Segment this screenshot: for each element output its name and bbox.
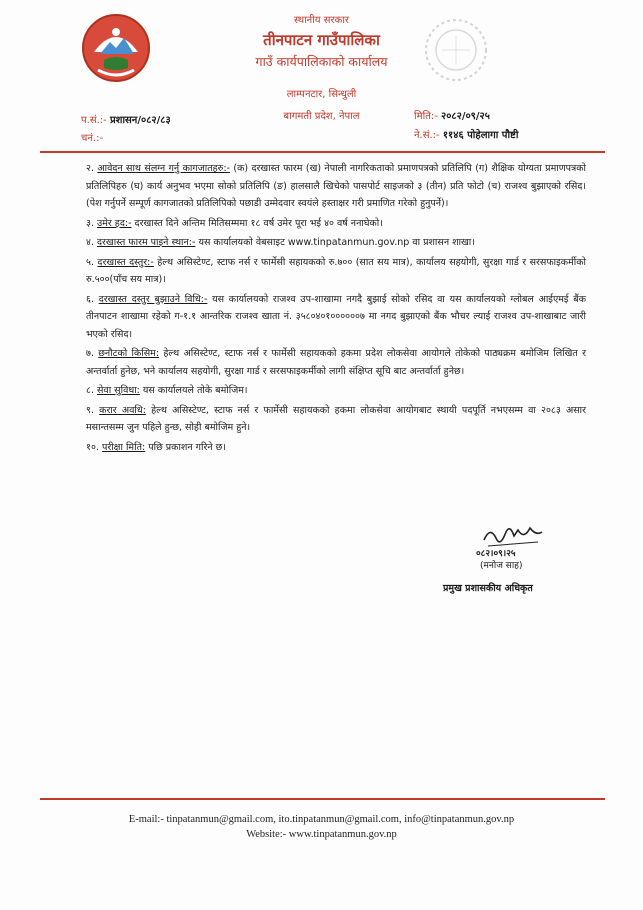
item-text: हेल्थ असिस्टेण्ट, स्टाफ नर्स र फार्मेसी सहायकको हकमा प्रदेश लोकसेवा आयोगले तोकेको पाठ्यक्रम बमोजिम लिखित र अन्तर्वार्ता हुनेछ, भने कार्यालय सहयोगी, सुरक्षा गार्ड र सरसफाइकर्मीको लागी संक्षिप्त सूचि बाट अन्तर्वार्ता हुनेछ। [86, 348, 587, 377]
item-text: यस कार्यालयको वेबसाइट www.tinpatanmun.gov.np वा प्रशासन शाखा। [195, 237, 475, 248]
item-text: पछि प्रकाशन गरिने छ। [145, 441, 226, 453]
municipality-name: तीनपाटन गाउँपालिका [263, 31, 380, 49]
item-label: छनौटको किसिम: [98, 348, 160, 359]
signatory-name: (मनोज साह) [480, 561, 523, 571]
item-label: आवेदन साथ संलग्न गर्नु कागजातहरु:- [97, 163, 230, 174]
list-item: २. आवेदन साथ संलग्न गर्नु कागजातहरु:- (क) दरखास्त फारम (ख) नेपाली नागरिकताको प्रमाणपत्रको प्रतिलिपि (ग) शैक्षिक योग्यता प्रमाणपत्रको प्रतिलिपिहरु (घ) कार्य अनुभव भएमा सोको प्रतिलिपि (ङ) हालसालै खिचेको पासपोर्ट साइजको ३ (तीन) प्रति फोटो (च) राजश्व बुझाएको रसिद। (पेश गर्नुपर्ने सम्पूर्ण कागजातको प्रतिलिपिको पछाडी उम्मेदवार स्वयंले हस्ताक्षर गरी प्रमाणित गरेको हुनुपर्ने)। [86, 163, 586, 209]
nepal-sambat-field [414, 127, 518, 141]
ref-value: प्रशासन/०८२/८३ [109, 115, 171, 126]
item-label: दरखास्त दस्तुर:- [97, 256, 154, 268]
date-label: मिति:- [414, 111, 438, 122]
dispatch-number [81, 130, 103, 144]
item-text: (क) दरखास्त फारम (ख) नेपाली नागरिकताको प्रमाणपत्रको प्रतिलिपि (ग) शैक्षिक योग्यता प्रमाणपत्रको प्रतिलिपिहरु (घ) कार्य अनुभव भएमा सोको प्रतिलिपि (ङ) हालसालै खिचेको पासपोर्ट साइजको ३ (तीन) प्रति फोटो (च) राजश्व बुझाएको रसिद। (पेश गर्नुपर्ने सम्पूर्ण कागजातको प्रतिलिपिको पछाडी उम्मेदवार स्वयंले हस्ताक्षर गरी प्रमाणित गरेको हुनुपर्ने)। [86, 163, 586, 209]
ref-label: प.सं.:- [81, 115, 107, 126]
item-label: उमेर हद:- [97, 217, 132, 229]
list-item: ४. दरखास्त फारम पाइने स्थान:- यस कार्यालयको वेबसाइट www.tinpatanmun.gov.np वा प्रशासन शाखा। [86, 237, 475, 248]
list-item: ५. दरखास्त दस्तुर:- हेल्थ असिस्टेण्ट, स्टाफ नर्स र फार्मेसी सहायकको रु.७०० (सात सय मात्र), कार्यालय सहयोगी, सुरक्षा गार्ड र सरसफाइकर्मीको रु.५००(पाँच सय मात्र)। [86, 256, 586, 285]
ns-value: ११४६ पोहेलागा पौष्टी [442, 130, 519, 141]
dispatch-label: चनं.:- [81, 133, 104, 144]
signature-date: ०८२।०९।२५ [476, 549, 516, 559]
item-text: हेल्थ असिस्टेण्ट, स्टाफ नर्स र फार्मेसी सहायकको हकमा लोकसेवा आयोगबाट स्थायी पदपूर्ति नभएसम्म वा २०८३ असार मसान्तसम्म जुन पहिले हुन्छ, सोही बमोजिम हुने। [86, 404, 586, 433]
province: बागमती प्रदेश, नेपाल [283, 111, 360, 122]
item-label: सेवा सुविधा: [97, 385, 140, 396]
item-label: करार अवधि: [99, 404, 146, 416]
footer-email: E-mail:- tinpatanmun@gmail.com, ito.tinpatanmun@gmail.com, info@tinpatanmun.gov.np [128, 814, 515, 825]
date-value: २०८२/०९/२५ [441, 111, 490, 122]
item-text: हेल्थ असिस्टेण्ट, स्टाफ नर्स र फार्मेसी सहायकको रु.७०० (सात सय मात्र), कार्यालय सहयोगी, सुरक्षा गार्ड र सरसफाइकर्मीको रु.५००(पाँच सय मात्र)। [86, 256, 586, 285]
signatory-title: प्रमुख प्रशासकीय अधिकृत [443, 583, 533, 594]
item-label: परीक्षा मिति: [101, 441, 146, 453]
item-label: दरखास्त फारम पाइने स्थान:- [97, 237, 196, 248]
local-govt-label: स्थानीय सरकार [294, 15, 349, 26]
item-text: यस कार्यालयले तोके बमोजिम। [139, 385, 248, 396]
ns-label: ने.सं.:- [414, 130, 440, 141]
footer-divider [40, 798, 605, 800]
item-text: यस कार्यालयको राजश्व उप-शाखामा नगदै बुझाई सोको रसिद वा यस कार्यालयको ग्लोबल आईएमई बैंक तीनपाटन शाखामा रहेको ग-१.१ आन्तरिक राजश्व खाता नं. ३५८०४०१००००००७ मा नगद बुझाएको बैंक भौचर ल्याई राजश्व उप-शाखाबाट जारी भएको रसिद। [86, 293, 586, 340]
date-field [414, 108, 490, 122]
list-item: ९. करार अवधि: हेल्थ असिस्टेण्ट, स्टाफ नर्स र फार्मेसी सहायकको हकमा लोकसेवा आयोगबाट स्थायी पदपूर्ति नभएसम्म वा २०८३ असार मसान्तसम्म जुन पहिले हुन्छ, सोही बमोजिम हुने। [86, 404, 586, 433]
item-label: दरखास्त दस्तुर बुझाउने विधि:- [98, 293, 208, 305]
notice-body [86, 160, 586, 458]
footer-website: Website:- www.tinpatanmun.gov.np [246, 829, 397, 840]
list-item: ३. उमेर हद:- दरखास्त दिने अन्तिम मितिसम्ममा १८ वर्ष उमेर पूरा भई ४० वर्ष ननाघेको। [86, 217, 383, 229]
list-item: १०. परीक्षा मिति: पछि प्रकाशन गरिने छ। [86, 441, 226, 453]
list-item: ७. छनौटको किसिम: हेल्थ असिस्टेण्ट, स्टाफ नर्स र फार्मेसी सहायकको हकमा प्रदेश लोकसेवा आयोगले तोकेको पाठ्यक्रम बमोजिम लिखित र अन्तर्वार्ता हुनेछ, भने कार्यालय सहयोगी, सुरक्षा गार्ड र सरसफाइकर्मीको लागी संक्षिप्त सूचि बाट अन्तर्वार्ता हुनेछ। [86, 348, 587, 377]
reference-number [81, 112, 171, 126]
header-divider [40, 151, 605, 153]
address: लाम्पनटार, सिन्धुली [286, 89, 357, 100]
list-item: ८. सेवा सुविधा: यस कार्यालयले तोके बमोजिम। [86, 385, 248, 396]
office-name: गाउँ कार्यपालिकाको कार्यालय [255, 54, 388, 69]
item-text: दरखास्त दिने अन्तिम मितिसम्ममा १८ वर्ष उमेर पूरा भई ४० वर्ष ननाघेको। [131, 217, 383, 229]
list-item: ६. दरखास्त दस्तुर बुझाउने विधि:- यस कार्यालयको राजश्व उप-शाखामा नगदै बुझाई सोको रसिद वा यस कार्यालयको ग्लोबल आईएमई बैंक तीनपाटन शाखामा रहेको ग-१.१ आन्तरिक राजश्व खाता नं. ३५८०४०१००००००७ मा नगद बुझाएको बैंक भौचर ल्याई राजश्व उप-शाखाबाट जारी भएको रसिद। [86, 293, 586, 340]
